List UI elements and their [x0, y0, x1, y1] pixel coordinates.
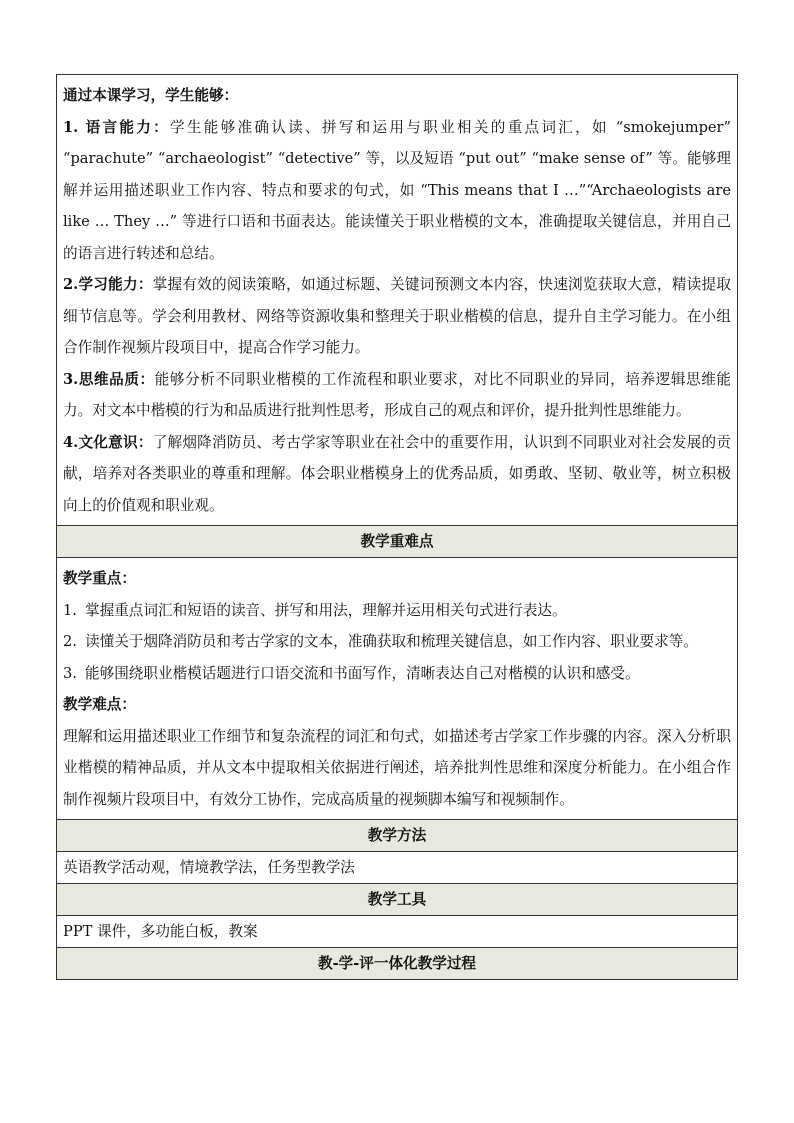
objectives-intro: 通过本课学习，学生能够：: [63, 87, 239, 104]
focus-item-text: 能够围绕职业楷模话题进行口语交流和书面写作，清晰表达自己对楷模的认识和感受。: [85, 664, 640, 682]
objective-text: 学生能够准确认读、拼写和运用与职业相关的重点词汇，如 “smokejumper” “parachute” “archaeologist” “detective” 等，以及短语 “put out” “make sense of” 等。能够理解并运用描述职业工作内容、特点和要求的句式，如 “This means that I …”“Archaeologists are like … They …” 等进行口语和书面表达。能读懂关于职业楷模的文本，准确提取关键信息，并用自己的语言进行转述和总结。: [63, 118, 731, 262]
focus-label: 教学重点：: [63, 570, 136, 587]
process-header: 教-学-评一体化教学过程: [57, 948, 737, 979]
focus-item-number: 3.: [63, 664, 77, 682]
focus-item: [63, 626, 731, 658]
focus-item: [63, 595, 731, 627]
objective-culture: [63, 427, 731, 522]
lesson-plan-table: [56, 74, 738, 980]
objective-thinking: [63, 364, 731, 427]
tools-header: 教学工具: [57, 884, 737, 916]
focus-item-number: 2.: [63, 633, 77, 650]
difficulty-text: 理解和运用描述职业工作细节和复杂流程的词汇和句式，如描述考古学家工作步骤的内容。深入分析职业楷模的精神品质，并从文本中提取相关依据进行阐述，培养批判性思维和深度分析能力。在小组合作制作视频片段项目中，有效分工协作，完成高质量的视频脚本编写和视频制作。: [63, 727, 731, 808]
objectives-cell: [57, 75, 737, 526]
focus-item-text: 读懂关于烟降消防员和考古学家的文本，准确获取和梳理关键信息，如工作内容、职业要求等。: [85, 633, 698, 650]
objective-label: 4.文化意识：: [63, 433, 153, 451]
key-points-cell: [57, 558, 737, 820]
objective-learning: [63, 269, 731, 364]
objective-label: 2.学习能力：: [63, 276, 153, 293]
objective-text: 能够分析不同职业楷模的工作流程和职业要求，对比不同职业的异同，培养逻辑思维能力。对文本中楷模的行为和品质进行批判性思考，形成自己的观点和评价，提升批判性思维能力。: [63, 370, 731, 419]
objective-language: [63, 112, 731, 270]
methods-text: 英语教学活动观，情境教学法，任务型教学法: [57, 852, 737, 884]
objective-text: 掌握有效的阅读策略，如通过标题、关键词预测文本内容，快速浏览获取大意，精读提取细节信息等。学会利用教材、网络等资源收集和整理关于职业楷模的信息，提升自主学习能力。在小组合作制作视频片段项目中，提高合作学习能力。: [63, 276, 731, 356]
objective-text: 了解烟降消防员、考古学家等职业在社会中的重要作用，认识到不同职业对社会发展的贡献，培养对各类职业的尊重和理解。体会职业楷模身上的优秀品质，如勇敢、坚韧、敬业等，树立积极向上的价值观和职业观。: [63, 433, 731, 514]
focus-item: [63, 658, 731, 690]
focus-item-number: 1.: [63, 601, 77, 619]
difficulty-label: 教学难点：: [63, 696, 136, 713]
objective-label: 1. 语言能力：: [63, 118, 170, 136]
methods-header: 教学方法: [57, 820, 737, 852]
tools-text: PPT 课件，多功能白板，教案: [57, 916, 737, 948]
focus-item-text: 掌握重点词汇和短语的读音、拼写和用法，理解并运用相关句式进行表达。: [85, 601, 567, 619]
objective-label: 3.思维品质：: [63, 370, 155, 388]
key-points-header: 教学重难点: [57, 526, 737, 558]
